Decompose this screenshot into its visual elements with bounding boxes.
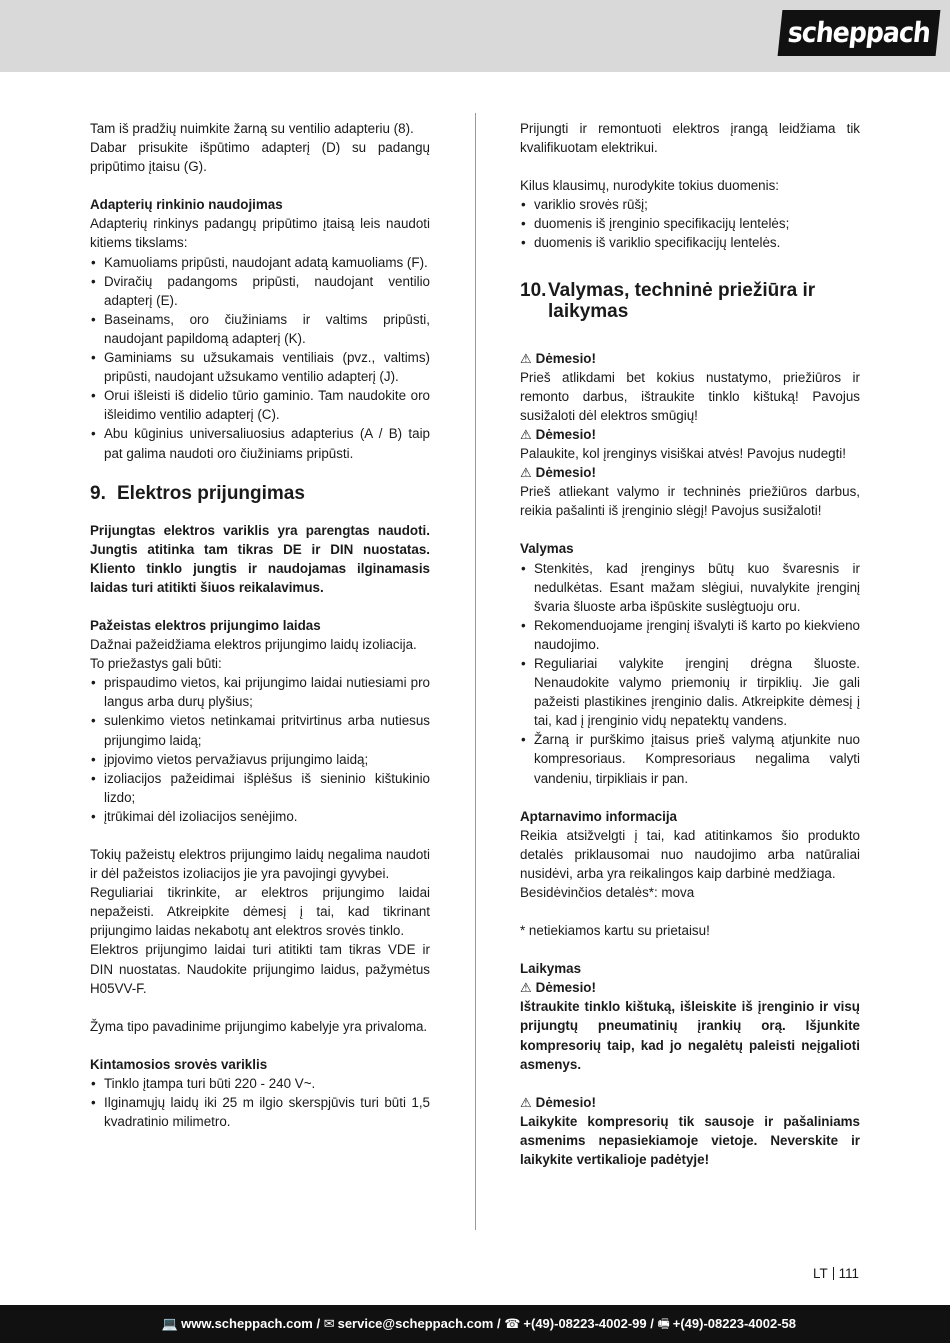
ac-motor-heading: Kintamosios srovės variklis	[90, 1056, 268, 1072]
section-number: 10.	[520, 279, 547, 301]
list-item: • variklio srovės rūšį;	[520, 195, 860, 214]
fax-number: +(49)-08223-4002-58	[672, 1316, 796, 1331]
page-number	[813, 1266, 859, 1281]
list-item: • Ilginamųjų laidų iki 25 m ilgio skerspjūvis turi būti 1,5 kvadratinio milimetro.	[90, 1093, 430, 1131]
list-item: • duomenis iš įrenginio specifikacijų lentelės;	[520, 214, 860, 233]
list-item: • Reguliariai valykite įrenginį drėgna šluoste. Nenaudokite valymo priemonių ir tirpiklių. Jie gali pažeisti plastikines įrenginio dalis. Atkreipkite dėmesį į tai, kad į įrenginio vidų nepatektų vandens.	[520, 654, 860, 730]
mail-icon: ✉	[323, 1316, 335, 1331]
paragraph: Prijungti ir remontuoti elektros įrangą leidžiama tik kvalifikuotam elektrikui.	[520, 121, 860, 156]
paragraph: To priežastys gali būti:	[90, 656, 222, 672]
brand-logo: scheppach	[778, 10, 941, 56]
warning-icon: ⚠	[520, 426, 532, 442]
phone-number: +(49)-08223-4002-99 /	[523, 1316, 654, 1331]
list-item: • duomenis iš variklio specifikacijų lentelės.	[520, 233, 860, 252]
header-bar	[0, 0, 950, 72]
email-link[interactable]: service@scheppach.com /	[337, 1316, 501, 1331]
warning-label: ⚠ Dėmesio!	[520, 465, 596, 481]
phone-icon: ☎	[504, 1316, 521, 1331]
list-item: • Rekomenduojame įrenginį išvalyti iš karto po kiekvieno naudojimo.	[520, 616, 860, 654]
paragraph: Kilus klausimų, nurodykite tokius duomenis:	[520, 178, 780, 194]
section-number: 9.	[90, 482, 106, 504]
left-column	[90, 119, 430, 1131]
paragraph: Palaukite, kol įrenginys visiškai atvės! Pavojus nudegti!	[520, 446, 847, 462]
page-number-value: 111	[838, 1266, 859, 1281]
paragraph: Reikia atsižvelgti į tai, kad atitinkamos šio produkto detalės priklausomai nuo naudojimo arba natūraliai nusidėvi, arba yra reikalingos kaip darbinė medžiaga.	[520, 827, 860, 881]
list-item: • Gaminiams su užsukamais ventiliais (pvz., valtims) pripūsti, naudojant užsukamo ventilio adapterį (J).	[90, 348, 430, 386]
language-code: LT	[813, 1266, 828, 1281]
paragraph: Prieš atliekant valymo ir techninės priežiūros darbus, reikia pašalinti iš įrenginio slėgį! Pavojus susižaloti!	[520, 484, 860, 519]
paragraph: Ištraukite tinklo kištuką, išleiskite iš įrenginio ir visų prijungtų pneumatinių įrankių orą. Išjunkite kompresorių taip, kad jo negalėtų paleisti neįgalioti asmenys.	[520, 999, 860, 1072]
warning-label: ⚠ Dėmesio!	[520, 1094, 596, 1110]
list-item: • Tinklo įtampa turi būti 220 - 240 V~.	[90, 1074, 430, 1093]
damage-cause-list	[90, 673, 430, 826]
paragraph: Tokių pažeistų elektros prijungimo laidų negalima naudoti ir dėl pažeistos izoliacijos jie yra pavojingi gyvybei.	[90, 847, 430, 882]
paragraph: Tam iš pradžių nuimkite žarną su ventilio adapteriu (8).	[90, 121, 414, 136]
list-item: • Stenkitės, kad įrenginys būtų kuo švaresnis ir nedulkėtas. Esant mažam slėgiui, nuvalykite įrenginį švaria šluoste arba išpūskite suslėgtuoju oru.	[520, 559, 860, 616]
cleaning-list	[520, 559, 860, 788]
list-item: • Abu kūginius universaliuosius adapterius (A / B) taip pat galima naudoti oro čiužiniams pripūsti.	[90, 424, 430, 462]
adapter-heading: Adapterių rinkinio naudojimas	[90, 197, 283, 213]
warning-icon: ⚠	[520, 350, 532, 366]
paragraph: Adapterių rinkinys padangų pripūtimo įtaisą leis naudoti kitiems tikslams:	[90, 216, 430, 251]
paragraph: Dabar prisukite išpūtimo adapterį (D) su padangų pripūtimo įtaisu (G).	[90, 140, 430, 175]
warning-label: ⚠ Dėmesio!	[520, 980, 596, 996]
list-item: • Kamuoliams pripūsti, naudojant adatą kamuoliams (F).	[90, 253, 430, 272]
right-column	[520, 119, 860, 1169]
list-item: • prispaudimo vietos, kai prijungimo laidai nutiesiami pro langus arba durų plyšius;	[90, 673, 430, 711]
list-item: • sulenkimo vietos netinkamai pritvirtinus arba nutiesus prijungimo laidą;	[90, 711, 430, 749]
website-link[interactable]: www.scheppach.com /	[181, 1316, 321, 1331]
list-item: • Orui išleisti iš didelio tūrio gaminio. Tam naudokite oro išleidimo ventilio adapterį (C).	[90, 386, 430, 424]
list-item: • izoliacijos pažeidimai išplėšus iš sieninio kištukinio lizdo;	[90, 769, 430, 807]
fax-icon: 🖷	[657, 1316, 670, 1331]
service-heading: Aptarnavimo informacija	[520, 808, 678, 824]
paragraph: Žyma tipo pavadinime prijungimo kabelyje yra privaloma.	[90, 1018, 428, 1034]
paragraph: Prijungtas elektros variklis yra parengtas naudoti. Jungtis atitinka tam tikras DE ir DIN nuostatas. Kliento tinklo jungtis ir naudojamas ilginamasis laidas turi atitikti šiuos reikalavimus.	[90, 522, 430, 595]
warning-label: ⚠ Dėmesio!	[520, 426, 596, 442]
section-9-heading	[90, 483, 430, 504]
section-title: Valymas, techninė priežiūra ir laikymas	[548, 279, 816, 322]
footer-contacts	[162, 1305, 796, 1343]
warning-icon: ⚠	[520, 1094, 532, 1110]
computer-icon: 💻	[161, 1316, 179, 1331]
ac-motor-list	[90, 1074, 430, 1131]
paragraph: Laikykite kompresorių tik sausoje ir pašaliniams asmenims nepasiekiamoje vietoje. Neverskite ir laikykite vertikalioje padėtyje!	[520, 1113, 860, 1168]
adapter-list	[90, 253, 430, 463]
list-item: • įtrūkimai dėl izoliacijos senėjimo.	[90, 807, 430, 826]
paragraph: Dažnai pažeidžiama elektros prijungimo laidų izoliacija.	[90, 637, 417, 653]
paragraph: Prieš atlikdami bet kokius nustatymo, priežiūros ir remonto darbus, ištraukite tinklo kištuką! Pavojus susižaloti dėl elektros smūgių!	[520, 369, 860, 423]
paragraph: Reguliariai tikrinkite, ar elektros prijungimo laidai nepažeisti. Atkreipkite dėmesį į tai, kad tikrinant prijungimo laidas nekabotų ant elektros srovės tinklo.	[90, 885, 430, 939]
section-title: Elektros prijungimas	[117, 482, 305, 504]
data-list	[520, 195, 860, 252]
paragraph: Elektros prijungimo laidai turi atitikti tam tikras VDE ir DIN nuostatas. Naudokite prijungimo laidus, pažymėtus H05VV-F.	[90, 942, 430, 996]
warning-icon: ⚠	[520, 980, 532, 996]
list-item: • Žarną ir purškimo įtaisus prieš valymą atjunkite nuo kompresoriaus. Kompresoriaus negalima valyti vandeniu, tirpikliais ir pan.	[520, 730, 860, 787]
damaged-cable-heading: Pažeistas elektros prijungimo laidas	[90, 617, 321, 633]
list-item: • įpjovimo vietos pervažiavus prijungimo laidą;	[90, 750, 430, 769]
footer-bar	[0, 1305, 950, 1343]
column-divider	[475, 113, 476, 1230]
storage-heading: Laikymas	[520, 961, 582, 977]
warning-icon: ⚠	[520, 465, 532, 481]
footnote: * netiekiamos kartu su prietaisu!	[520, 923, 710, 939]
cleaning-heading: Valymas	[520, 541, 574, 557]
warning-label: ⚠ Dėmesio!	[520, 350, 596, 366]
paragraph: Besidėvinčios detalės*: mova	[520, 885, 695, 900]
list-item: • Baseinams, oro čiužiniams ir valtims pripūsti, naudojant papildomą adapterį (K).	[90, 310, 430, 348]
list-item: • Dviračių padangoms pripūsti, naudojant ventilio adapterį (E).	[90, 272, 430, 310]
section-10-heading	[520, 280, 860, 322]
